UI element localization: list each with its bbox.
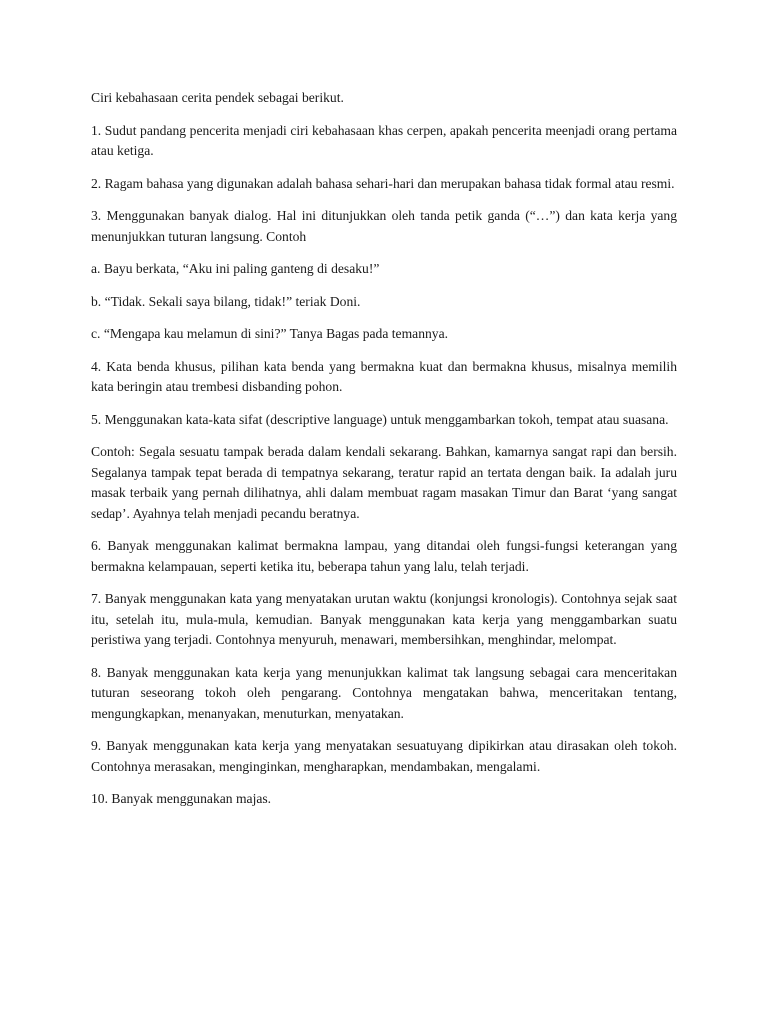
intro-paragraph: Ciri kebahasaan cerita pendek sebagai berikut. [91,90,344,105]
document-page [91,88,677,822]
item-5-kata-sifat: 5. Menggunakan kata-kata sifat (descriptive language) untuk menggambarkan tokoh, tempat atau suasana. [91,411,669,427]
item-3-dialog: 3. Menggunakan banyak dialog. Hal ini ditunjukkan oleh tanda petik ganda (“…”) dan kata kerja yang menunjukkan tuturan langsung. Contoh [91,208,677,244]
item-2-ragam-bahasa: 2. Ragam bahasa yang digunakan adalah bahasa sehari-hari dan merupakan bahasa tidak formal atau resmi. [91,175,675,191]
item-1-sudut-pandang: 1. Sudut pandang pencerita menjadi ciri kebahasaan khas cerpen, apakah pencerita meenjadi orang pertama atau ketiga. [91,122,677,158]
item-7-urutan-waktu: 7. Banyak menggunakan kata yang menyatakan urutan waktu (konjungsi kronologis). Contohnya sejak saat itu, setelah itu, mula-mula, kemudian. Banyak menggunakan kata kerja yang menggambarkan suatu peristiwa yang terjadi. Contohnya menyuruh, menawari, membersihkan, menghindar, melompat. [91,591,677,647]
item-8-kalimat-tak-langsung: 8. Banyak menggunakan kata kerja yang menunjukkan kalimat tak langsung sebagai cara menceritakan tuturan seseorang tokoh oleh pengarang. Contohnya mengatakan bahwa, menceritakan tentang, mengungkapkan, menanyakan, menuturkan, menyatakan. [91,664,677,721]
example-b: b. “Tidak. Sekali saya bilang, tidak!” teriak Doni. [91,293,361,309]
item-4-kata-benda: 4. Kata benda khusus, pilihan kata benda yang bermakna kuat dan bermakna khusus, misalnya memilih kata beringin atau trembesi disbanding pohon. [91,358,677,394]
example-a: a. Bayu berkata, “Aku ini paling ganteng di desaku!” [91,261,380,276]
item-10-majas: 10. Banyak menggunakan majas. [91,791,272,806]
item-6-kalimat-lampau: 6. Banyak menggunakan kalimat bermakna lampau, yang ditandai oleh fungsi-fungsi keterangan yang bermakna kelampauan, seperti ketika itu, beberapa tahun yang lalu, telah terjadi. [91,538,677,574]
example-c: c. “Mengapa kau melamun di sini?” Tanya Bagas pada temannya. [91,326,449,341]
example-paragraph: Contoh: Segala sesuatu tampak berada dalam kendali sekarang. Bahkan, kamarnya sangat rapi dan bersih. Segalanya tampak tepat berada di tempatnya sekarang, teratur rapid an tertata dengan baik. Ia adalah juru masak terbaik yang pernah dilihatnya, ahli dalam membuat ragam masakan Timur dan Barat ‘yang sangat sedap’. Ayahnya telah menjadi pecandu beratnya. [91,444,677,521]
item-9-kata-kerja-pikiran: 9. Banyak menggunakan kata kerja yang menyatakan sesuatuyang dipikirkan atau dirasakan oleh tokoh. Contohnya merasakan, menginginkan, mengharapkan, mendambakan, mengalami. [91,738,677,774]
